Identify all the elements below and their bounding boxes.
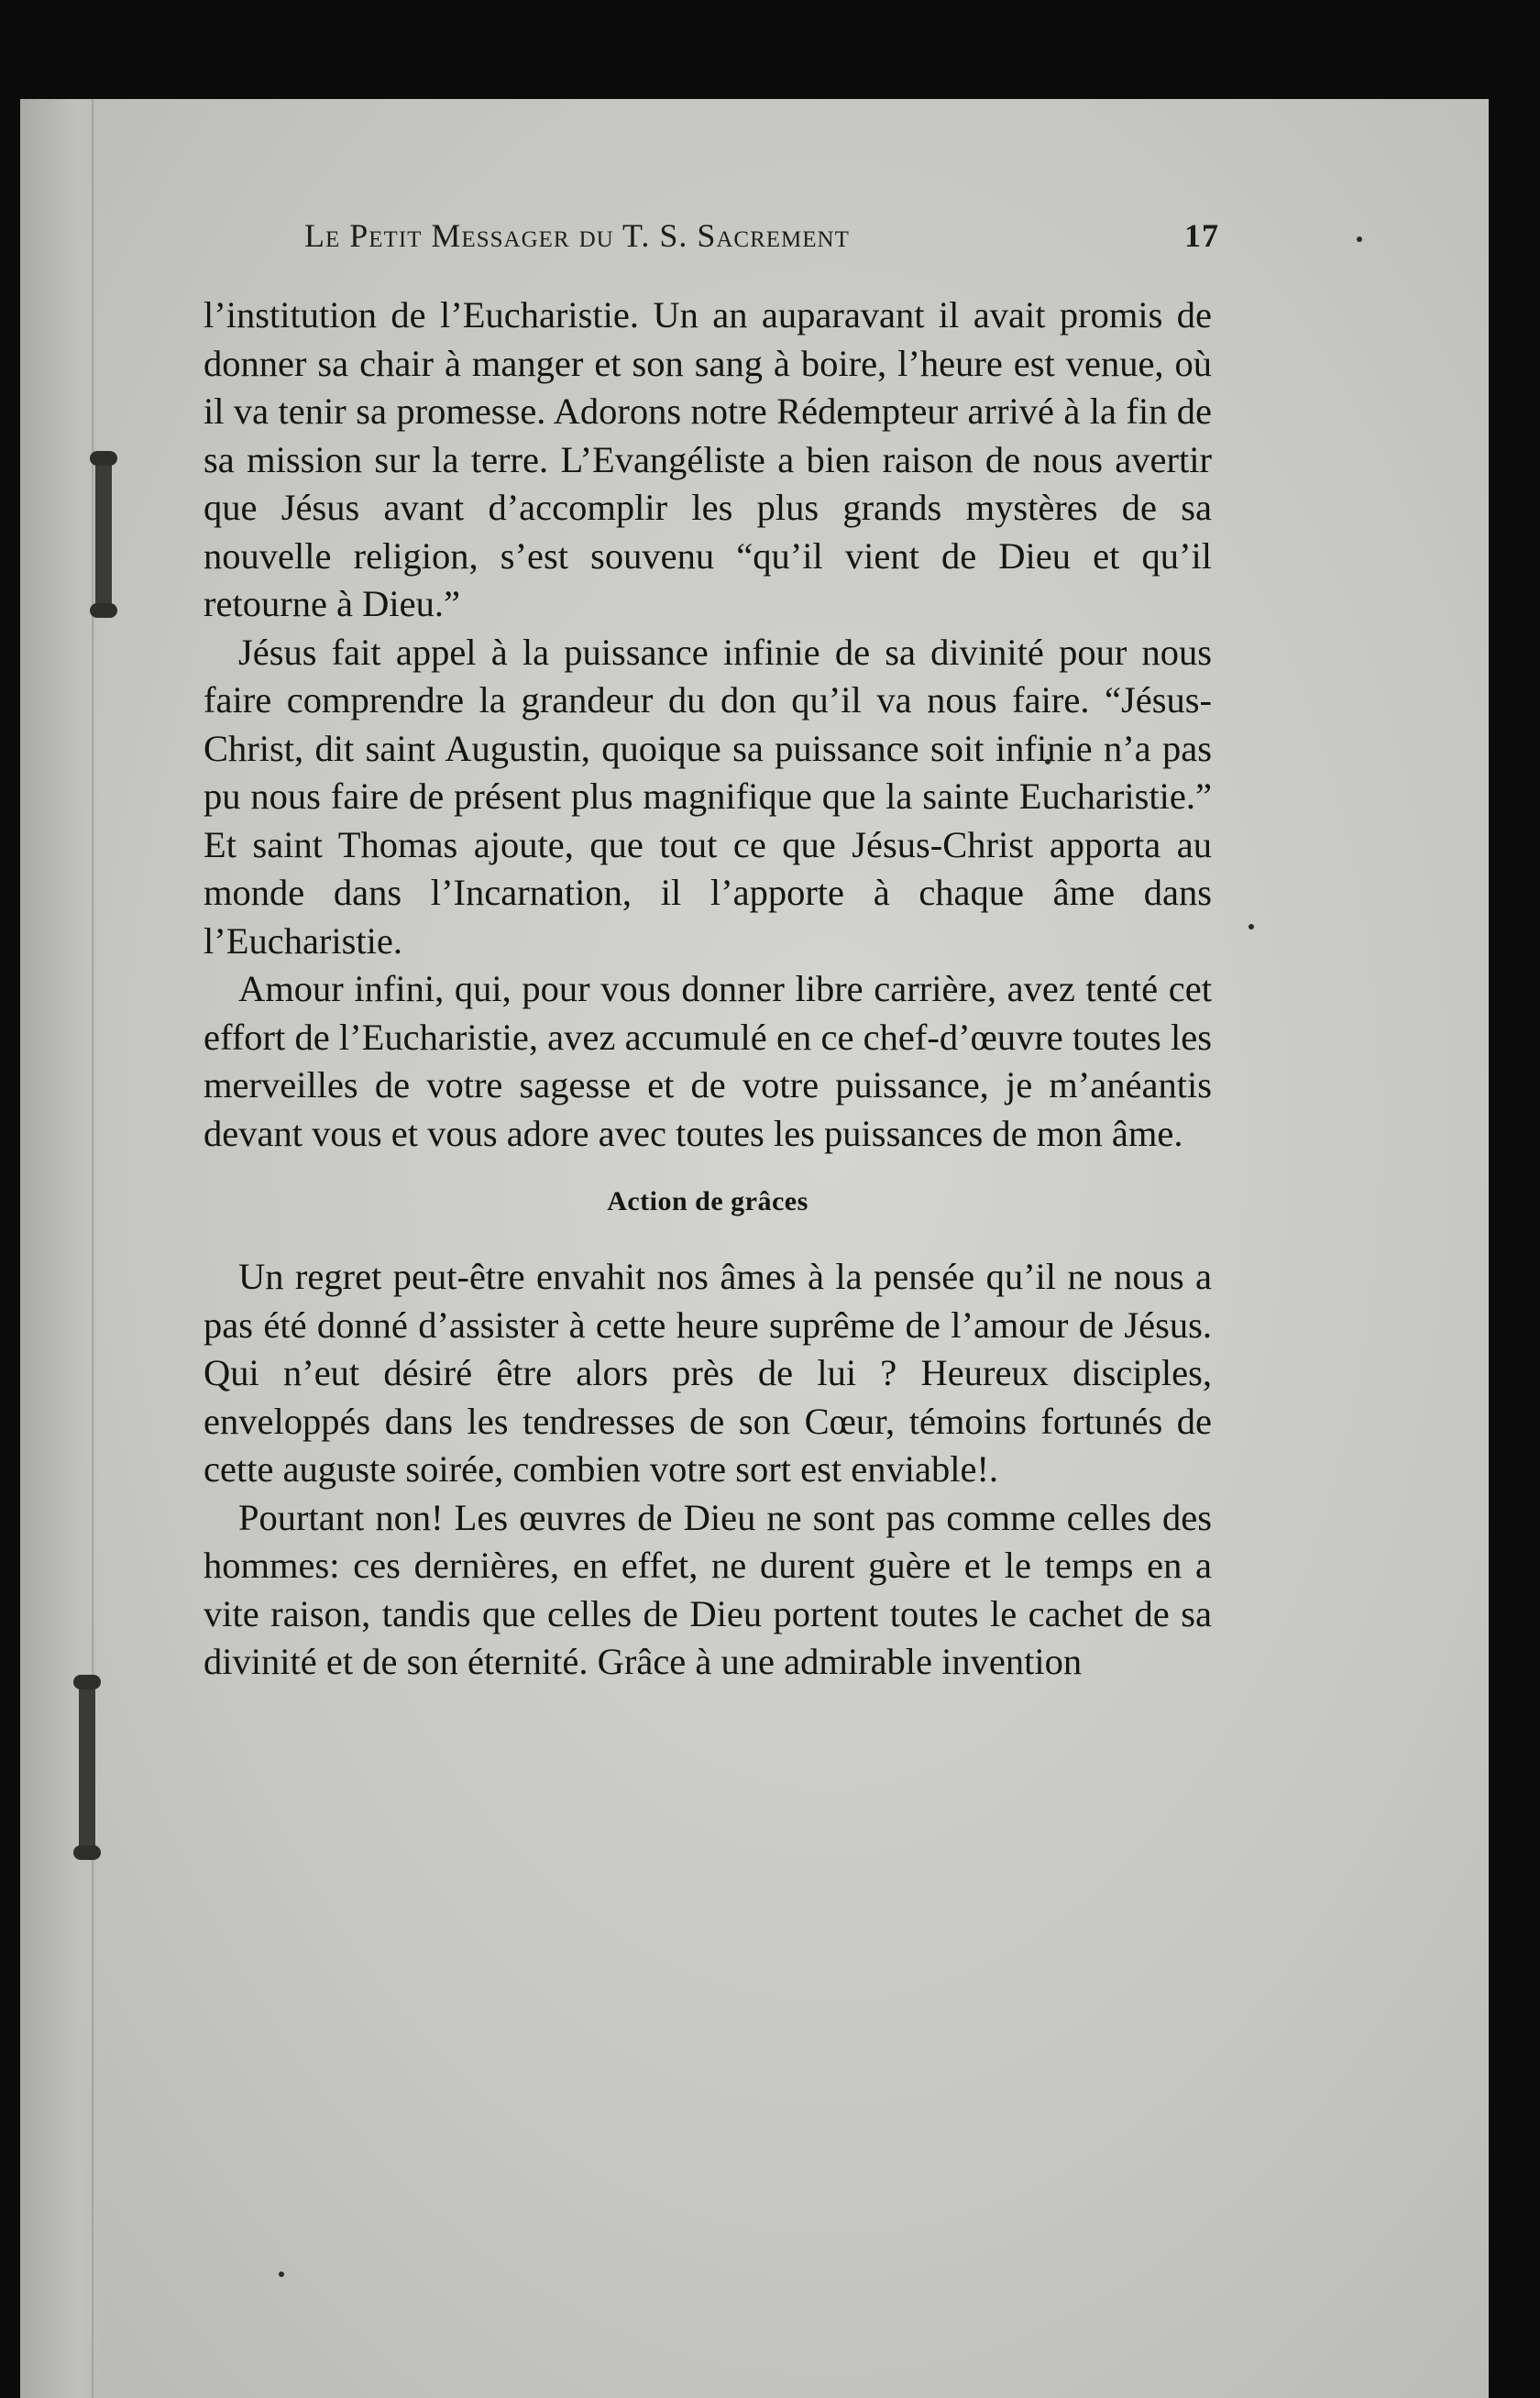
running-title: Le Petit Messager du T. S. Sacrement	[304, 217, 850, 254]
paragraph: Jésus fait appel à la puissance infinie de sa divinité pour nous faire comprendre la grandeur du don qu’il va nous faire. “Jésus-Christ, dit saint Augustin, quoique sa puissance soit infinie n’a pas pu nous faire de présent plus magnifique que la sainte Eucharistie.” Et saint Thomas ajoute, que tout ce que Jésus-Christ apporta au monde dans l’Incarnation, il l’apporte à chaque âme dans l’Eucharistie.	[204, 631, 1212, 962]
paper-speck	[1248, 924, 1254, 930]
paragraph: l’institution de l’Eucharistie. Un an auparavant il avait promis de donner sa chair à manger et son sang à boire, l’heure est venue, où il va tenir sa promesse. Adorons notre Rédempteur arrivé à la fin de sa mission sur la terre. L’Evangéliste a bien raison de nous avertir que Jésus avant d’accomplir les plus grands mystères de sa nouvelle religion, s’est souvenu “qu’il vient de Dieu et qu’il retourne à Dieu.”	[204, 294, 1212, 624]
paragraph: Amour infini, qui, pour vous donner libre carrière, avez tenté cet effort de l’Eucharistie, avez accumulé en ce chef-d’œuvre toutes les merveilles de votre sagesse et de votre puissance, je m’anéantis devant vous et vous adore avec toutes les puissances de mon âme.	[204, 968, 1212, 1154]
page-number: 17	[1184, 217, 1219, 254]
binding-fold	[92, 99, 95, 2398]
running-header	[286, 216, 1219, 271]
binding-staple-bottom	[79, 1680, 95, 1854]
binding-staple-top	[95, 456, 112, 612]
page-body	[204, 292, 1212, 1687]
paragraph: Pourtant non! Les œuvres de Dieu ne sont pas comme celles des hommes: ces dernières, en effet, ne durent guère et le temps en a vite raison, tandis que celles de Dieu portent toutes le cachet de sa divinité et de son éternité. Grâce à une admirable invention	[204, 1496, 1212, 1682]
paper-speck	[279, 2272, 284, 2277]
paper-speck	[1357, 236, 1362, 242]
paragraph: Un regret peut-être envahit nos âmes à la pensée qu’il ne nous a pas été donné d’assister à cette heure suprême de l’amour de Jésus. Qui n’eut désiré être alors près de lui ? Heureux disciples, enveloppés dans les tendresses de son Cœur, témoins fortunés de cette auguste soirée, combien votre sort est enviable!.	[204, 1256, 1212, 1490]
page-gutter	[20, 99, 103, 2398]
section-heading: Action de grâces	[607, 1186, 808, 1216]
